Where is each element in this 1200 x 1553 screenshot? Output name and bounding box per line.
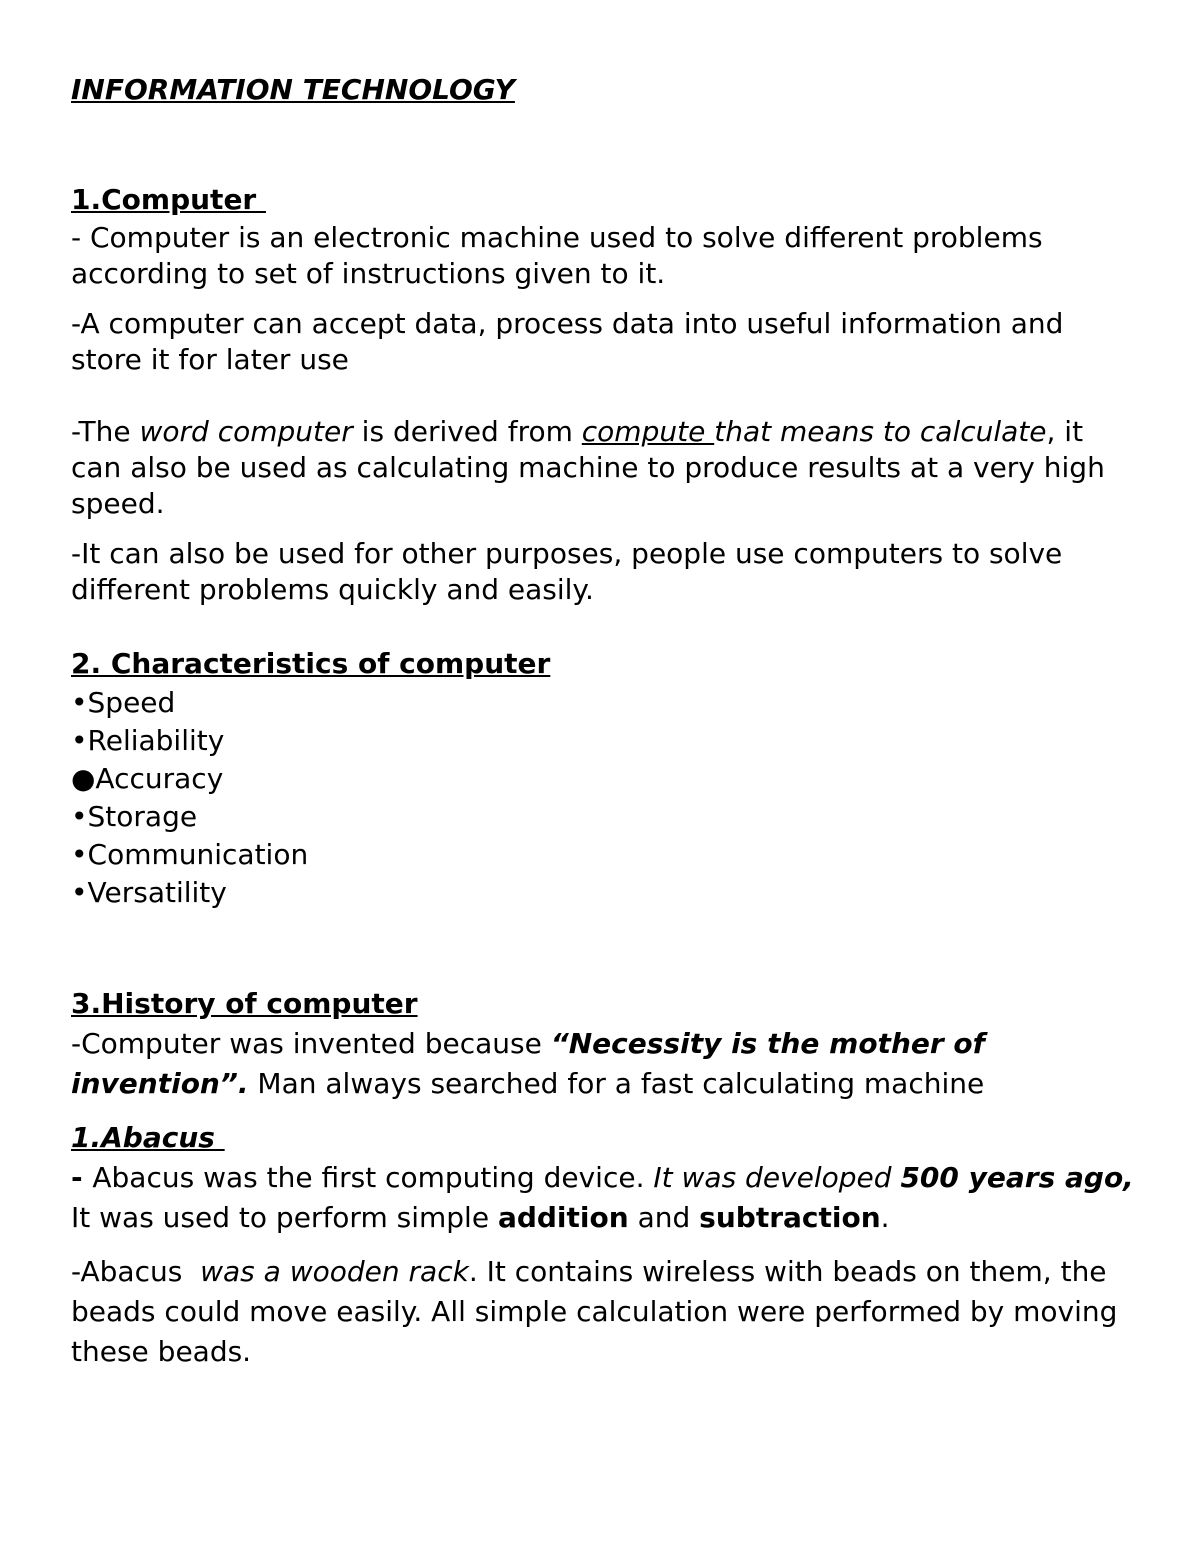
section-heading-characteristics: 2. Characteristics of computer xyxy=(71,647,551,680)
list-item: •Communication xyxy=(71,838,309,871)
etymology-compute: compute xyxy=(581,415,715,448)
characteristics-list xyxy=(71,684,1141,912)
abacus-end: . xyxy=(880,1201,890,1234)
history-quote: “Necessity is the mother of invention”. xyxy=(71,1027,985,1100)
etymology-word-computer: word computer xyxy=(139,415,353,448)
section-heading-history: 3.History of computer xyxy=(71,987,418,1020)
etymology-lead: -The xyxy=(71,415,140,448)
etymology-meaning: that means to calculate xyxy=(714,415,1047,448)
list-item: •Storage xyxy=(71,800,198,833)
document-title: INFORMATION TECHNOLOGY xyxy=(71,73,515,106)
abacus-first: Abacus was the first computing device. xyxy=(92,1161,654,1194)
list-item: •Versatility xyxy=(71,876,227,909)
abacus-desc-rest: . It contains wireless with beads on them, the beads could move easily. All simple calculation were performed by moving these beads. xyxy=(71,1255,1118,1368)
abacus-dash: - xyxy=(71,1161,93,1194)
abacus-and: and xyxy=(628,1201,700,1234)
etymology-derived: is derived from xyxy=(352,415,582,448)
abacus-used: It was used to perform simple xyxy=(71,1201,498,1234)
abacus-intro-paragraph xyxy=(71,1158,1141,1238)
abacus-developed: It was developed xyxy=(653,1161,901,1194)
etymology-rest: , it can also be used as calculating machine to produce results at a very high speed. xyxy=(71,415,1105,520)
document-page xyxy=(71,70,1141,1372)
subsection-heading-abacus: 1.Abacus xyxy=(71,1121,225,1154)
computer-etymology-paragraph xyxy=(71,414,1141,522)
list-item: •Speed xyxy=(71,686,176,719)
computer-definition-paragraph: - Computer is an electronic machine used to solve different problems according to set of instructions given to it. xyxy=(71,221,1043,290)
list-item: •Reliability xyxy=(71,724,225,757)
history-lead: -Computer was invented because xyxy=(71,1027,551,1060)
history-rest: Man always searched for a fast calculating machine xyxy=(248,1067,985,1100)
abacus-description-paragraph xyxy=(71,1252,1141,1372)
section-heading-computer: 1.Computer xyxy=(71,183,266,216)
history-intro-paragraph xyxy=(71,1024,1141,1104)
abacus-subtraction: subtraction xyxy=(699,1201,881,1234)
abacus-desc-lead: -Abacus xyxy=(71,1255,201,1288)
abacus-years: 500 years ago, xyxy=(900,1161,1134,1194)
computer-data-paragraph: -A computer can accept data, process data into useful information and store it for later use xyxy=(71,307,1064,376)
abacus-addition: addition xyxy=(497,1201,629,1234)
list-item: ●Accuracy xyxy=(71,762,224,795)
abacus-wooden-rack: was a wooden rack xyxy=(200,1255,469,1288)
computer-purposes-paragraph: -It can also be used for other purposes, people use computers to solve different problems quickly and easily. xyxy=(71,537,1063,606)
